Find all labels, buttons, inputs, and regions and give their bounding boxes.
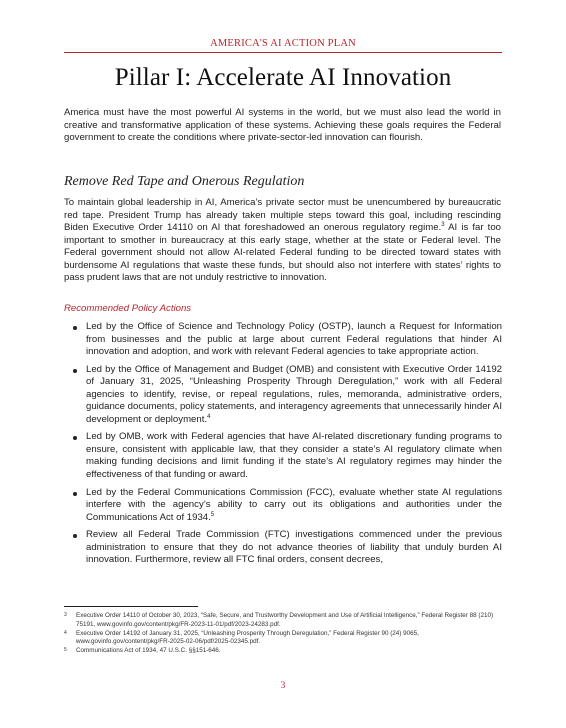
footnote-number: 5 [64, 647, 67, 654]
bullet-dot-icon [73, 436, 77, 440]
list-item [64, 487, 502, 525]
running-header: AMERICA'S AI ACTION PLAN [210, 38, 356, 49]
section-heading: Remove Red Tape and Onerous Regulation [64, 174, 305, 189]
footnote [64, 612, 502, 630]
section-paragraph-part2: AI is far too important to smother in bureaucracy at this early stage, whether at the state or Federal level. The Federal government should not allow AI-related Federal funding to be directed toward states with burdensome AI regulations that waste these funds, but should also not interfere with states’ rights to pass prudent laws that are not unduly restrictive to innovation. [64, 222, 501, 284]
section-paragraph [64, 197, 501, 285]
list-item [64, 431, 502, 481]
list-item-text: Led by the Office of Management and Budget (OMB) and consistent with Executive Order 14192 of January 31, 2025, “Unleashing Prosperity Through Deregulation,” work with all Federal agencies to identify, revise, or repeal regulations, rules, memoranda, administrative orders, guidance documents, policy statements, and interagency agreements that unnecessarily hinder AI development or deployment. [86, 363, 502, 425]
bullet-dot-icon [73, 326, 77, 330]
footnote-number: 4 [64, 629, 67, 636]
list-item-text: Led by the Office of Science and Technology Policy (OSTP), launch a Request for Information from businesses and the public at large about current Federal regulations that hinder AI innovation and adoption, and work with relevant Federal agencies to take appropriate action. [86, 321, 502, 358]
footnote-text: Executive Order 14192 of January 31, 2025, “Unleashing Prosperity Through Deregulation,” Federal Register 90 (24) 9065, www.govinfo.gov/content/pkg/FR-2025-02-06/pdf/2025-02345.pdf. [76, 629, 419, 646]
recommended-actions-label: Recommended Policy Actions [64, 303, 192, 314]
policy-actions-list [64, 321, 502, 572]
section-paragraph-part1: To maintain global leadership in AI, America’s private sector must be unencumbered by bureaucratic red tape. President Trump has already taken multiple steps toward this goal, including rescinding Biden Executive Order 14110 on AI that foreshadowed an onerous regulatory regime. [64, 197, 501, 234]
list-item-text: Led by OMB, work with Federal agencies that have AI-related discretionary funding programs to ensure, consistent with applicable law, that they consider a state’s AI regulatory climate when making funding decisions and limit funding if the state’s AI regulatory regimes may hinder the effectiveness of that funding or award. [86, 431, 502, 481]
footnote-divider [64, 606, 198, 607]
list-item [64, 321, 502, 359]
list-item [64, 529, 502, 567]
footnote [64, 630, 502, 648]
list-item-text: Review all Federal Trade Commission (FTC) investigations commenced under the previous administration to ensure that they do not advance theories of liability that unduly burden AI innovation. Furthermore, review all FTC final orders, consent decrees, [86, 529, 502, 566]
header-divider [64, 52, 502, 53]
page-number: 3 [280, 681, 286, 691]
page-title: Pillar I: Accelerate AI Innovation [114, 64, 452, 91]
footnotes [64, 612, 502, 656]
footnote [64, 647, 502, 656]
footnote-text: Executive Order 14110 of October 30, 2023, “Safe, Secure, and Trustworthy Development and Use of Artificial Intelligence,” Federal Register 88 (210) 75191, www.govinfo.gov/content/pkg/FR-2023-11-01/pdf/2023-24283.pdf. [76, 612, 494, 628]
list-item [64, 364, 502, 427]
footnote-text: Communications Act of 1934, 47 U.S.C. §§151-646. [76, 647, 221, 655]
footnote-ref-3: 3 [441, 221, 445, 228]
bullet-dot-icon [73, 534, 77, 538]
list-item-text: Led by the Federal Communications Commission (FCC), evaluate whether state AI regulations interfere with the agency’s ability to carry out its obligations and authorities under the Communications Act of 1934. [86, 486, 502, 523]
footnote-ref: 4 [207, 413, 211, 420]
intro-paragraph: America must have the most powerful AI systems in the world, but we must also lead the world in creative and transformative application of these systems. Achieving these goals requires the Federal government to create the conditions where private-sector-led innovation can flourish. [64, 107, 501, 144]
footnote-ref: 5 [210, 511, 215, 518]
bullet-dot-icon [73, 369, 77, 373]
bullet-dot-icon [73, 492, 77, 496]
footnote-number: 3 [64, 612, 67, 618]
